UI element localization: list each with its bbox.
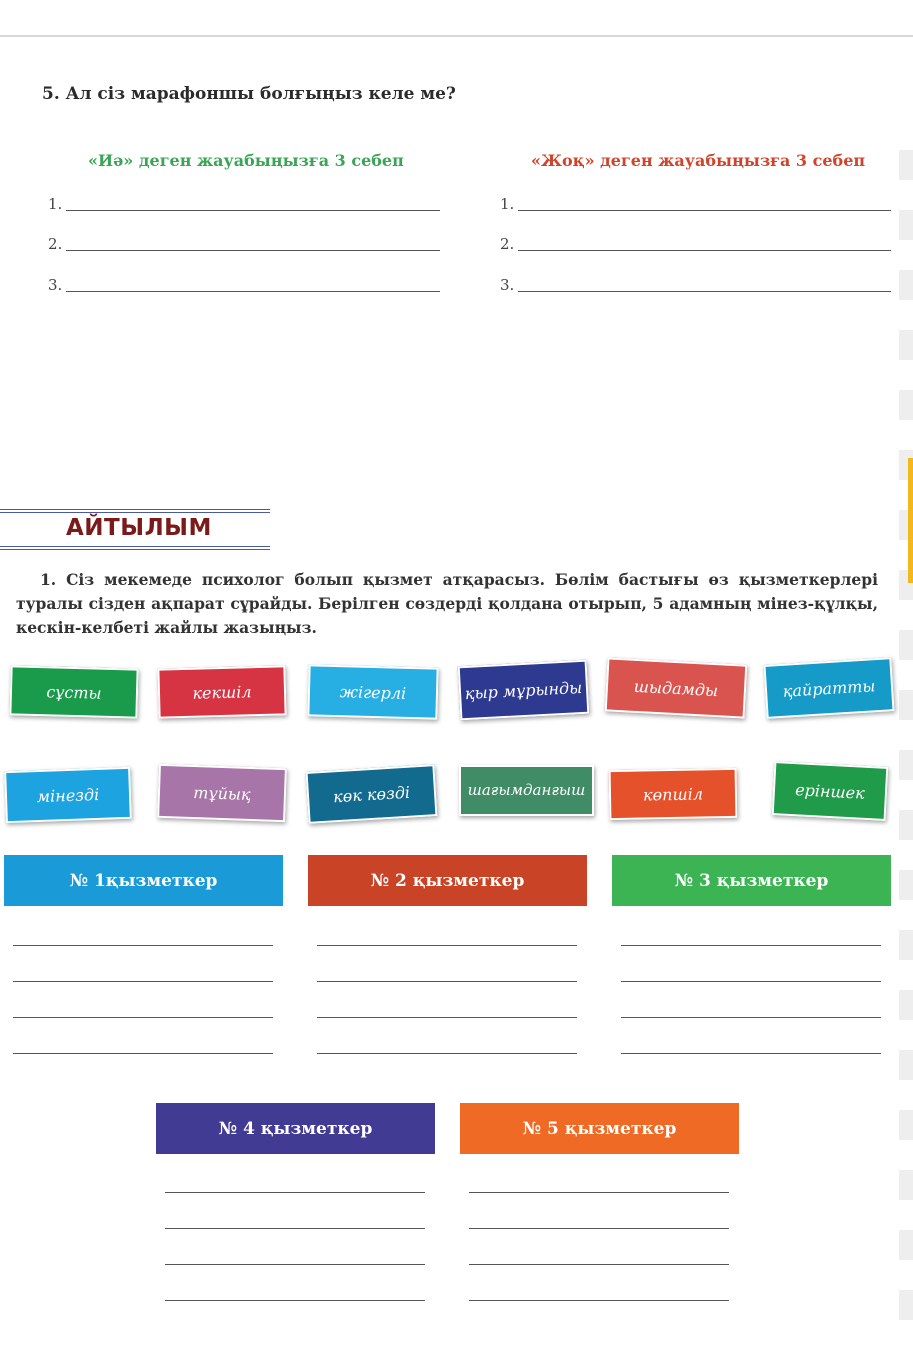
no-answer-line[interactable] [518,291,891,292]
employee-3-line[interactable] [621,981,881,982]
employee-3-line[interactable] [621,1017,881,1018]
employee-1-line[interactable] [13,945,273,946]
page-edge-bookmark [908,458,913,583]
employee-3-line[interactable] [621,945,881,946]
section-rule [0,509,270,510]
word-card: тұйық [157,764,287,822]
yes-number: 1. [48,195,63,213]
employee-4-header: № 4 қызметкер [156,1103,435,1154]
employee-3-header: № 3 қызметкер [612,855,891,906]
word-card: мінезді [4,767,132,823]
employee-2-header: № 2 қызметкер [308,855,587,906]
word-card: қыр мұрынды [458,660,590,721]
word-card: көк көзді [306,764,438,824]
word-card: қайратты [763,657,894,719]
section-title: АЙТЫЛЫМ [66,515,212,541]
no-column-heading: «Жоқ» деген жауабыңызға 3 себеп [531,151,866,170]
yes-column-heading: «Иә» деген жауабыңызға 3 себеп [88,151,404,170]
section-rule [0,512,270,513]
employee-2-line[interactable] [317,1017,577,1018]
employee-2-line[interactable] [317,945,577,946]
employee-4-line[interactable] [165,1300,425,1301]
employee-1-line[interactable] [13,1017,273,1018]
section-rule [0,546,270,547]
employee-1-line[interactable] [13,1053,273,1054]
word-card: жігерлі [307,664,438,719]
no-number: 2. [500,235,515,253]
word-card: көпшіл [609,768,738,820]
word-card: шағымданғыш [459,765,594,816]
yes-answer-line[interactable] [66,210,440,211]
yes-number: 2. [48,235,63,253]
yes-answer-line[interactable] [66,291,440,292]
employee-4-line[interactable] [165,1264,425,1265]
yes-number: 3. [48,276,63,294]
employee-5-header: № 5 қызметкер [460,1103,739,1154]
question-title: 5. Ал сіз марафоншы болғыңыз келе ме? [42,84,456,104]
employee-4-line[interactable] [165,1228,425,1229]
word-card: шыдамды [605,657,748,718]
employee-5-line[interactable] [469,1192,729,1193]
word-card: кекшіл [157,665,286,718]
employee-1-header: № 1қызметкер [4,855,283,906]
employee-4-line[interactable] [165,1192,425,1193]
task-instructions: 1. Сіз мекемеде психолог болып қызмет атқарасыз. Бөлім бастығы өз қызметкерлері туралы сізден ақпарат сұрайды. Берілген сөздерді қолдана отырып, 5 адамның мінез-құлқы, кескін-келбеті жайлы жазыңыз. [16,570,878,637]
employee-5-line[interactable] [469,1300,729,1301]
section-rule [0,549,270,550]
employee-5-line[interactable] [469,1264,729,1265]
top-divider [0,35,913,37]
word-card: сұсты [9,665,138,718]
no-number: 3. [500,276,515,294]
employee-2-line[interactable] [317,1053,577,1054]
employee-5-line[interactable] [469,1228,729,1229]
employee-3-line[interactable] [621,1053,881,1054]
yes-answer-line[interactable] [66,250,440,251]
page-edge-decoration [899,120,913,1320]
employee-2-line[interactable] [317,981,577,982]
employee-1-line[interactable] [13,981,273,982]
word-card: еріншек [772,761,889,821]
no-answer-line[interactable] [518,250,891,251]
no-number: 1. [500,195,515,213]
no-answer-line[interactable] [518,210,891,211]
